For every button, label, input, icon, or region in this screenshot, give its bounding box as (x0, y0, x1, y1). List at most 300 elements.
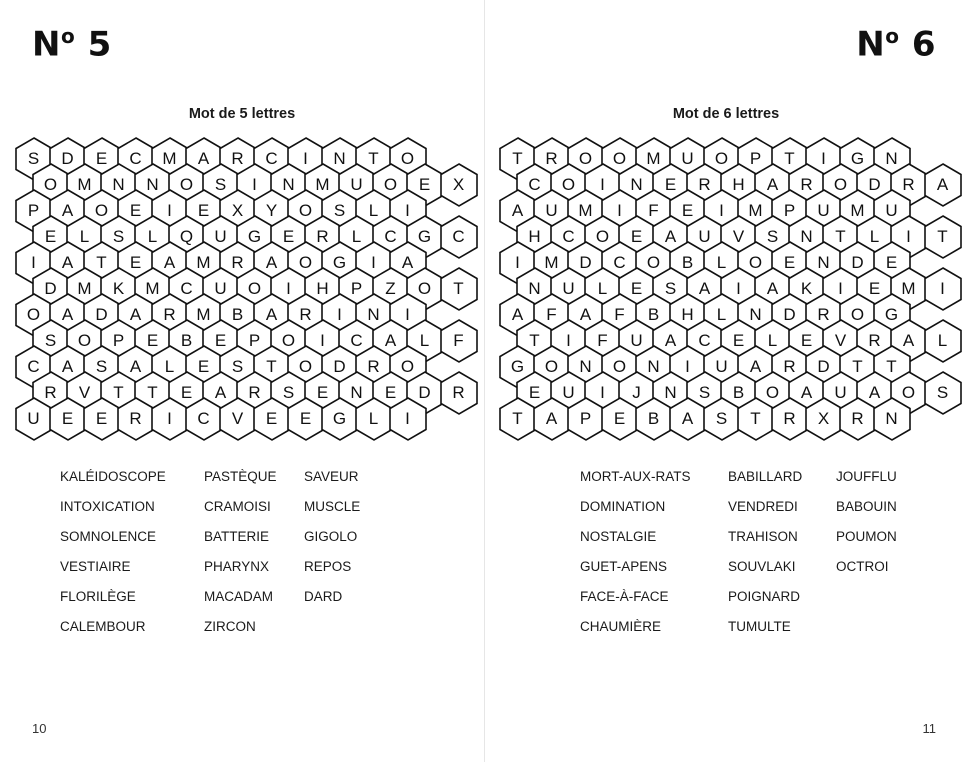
hex-cell-letter: B (231, 305, 244, 324)
hex-cell-letter: E (418, 175, 431, 194)
hex-cell-letter: I (167, 409, 172, 428)
word-list-item[interactable]: POUMON (836, 529, 897, 544)
hex-cell-letter: D (44, 279, 57, 298)
hex-cell[interactable] (601, 397, 639, 441)
hex-cell-letter: H (528, 227, 541, 246)
hex-cell-letter: I (252, 175, 257, 194)
hex-cell-letter: O (646, 253, 661, 272)
hex-cell-letter: I (600, 175, 605, 194)
hex-cell-letter: T (512, 149, 523, 168)
hex-cell-letter: Q (179, 227, 194, 246)
hex-cell-letter: A (800, 383, 813, 402)
hex-cell-letter: A (868, 383, 881, 402)
left-word-list (0, 462, 544, 642)
hex-cell-letter: A (61, 357, 74, 376)
hex-cell[interactable] (737, 397, 775, 441)
word-list-item[interactable]: MORT-AUX-RATS (580, 469, 691, 484)
hex-cell-letter: I (600, 383, 605, 402)
hex-cell-letter: O (714, 149, 729, 168)
hex-cell-letter: T (96, 253, 107, 272)
hex-cell-letter: T (512, 409, 523, 428)
hex-cell-letter: A (129, 357, 142, 376)
hex-cell-letter: T (266, 357, 277, 376)
hex-cell-letter: L (147, 227, 158, 246)
hex-cell-letter: A (265, 305, 278, 324)
hex-cell-letter: I (303, 149, 308, 168)
hex-cell-letter: E (44, 227, 57, 246)
right-word-column (580, 462, 728, 642)
hex-cell-letter: B (732, 383, 745, 402)
hex-cell-letter: C (129, 149, 142, 168)
hex-cell-letter: B (180, 331, 193, 350)
word-list-item[interactable]: SAVEUR (304, 469, 359, 484)
hex-cell-letter: A (61, 253, 74, 272)
hex-cell-letter: E (613, 409, 626, 428)
hex-cell-letter: M (145, 279, 160, 298)
hex-cell-letter: G (510, 357, 525, 376)
hex-cell-letter: I (940, 279, 945, 298)
word-list-item[interactable]: KALÉIDOSCOPE (60, 469, 166, 484)
left-word-column (304, 462, 404, 642)
hex-cell-letter: E (282, 227, 295, 246)
right-hex-row (484, 406, 968, 432)
hex-cell-letter: J (632, 383, 641, 402)
hex-cell-letter: I (719, 201, 724, 220)
hex-cell-letter: O (578, 149, 593, 168)
left-word-column (204, 462, 304, 642)
hex-cell-letter: O (595, 227, 610, 246)
word-list-item[interactable]: BABOUIN (836, 499, 897, 514)
hex-cell-letter: P (27, 201, 40, 220)
hex-cell-letter: K (112, 279, 125, 298)
hex-cell-letter: M (162, 149, 177, 168)
hex-cell-letter: S (282, 383, 295, 402)
hex-cell-letter: A (749, 357, 762, 376)
hex-cell-letter: R (868, 331, 881, 350)
hex-cell-letter: E (384, 383, 397, 402)
word-list-item[interactable]: CHAUMIÈRE (580, 619, 662, 634)
hex-cell-letter: R (248, 383, 261, 402)
hex-cell-letter: F (546, 305, 557, 324)
hex-cell-letter: N (647, 357, 660, 376)
hex-cell-letter: F (597, 331, 608, 350)
hex-cell-letter: A (163, 253, 176, 272)
hex-cell-letter: U (834, 383, 847, 402)
hex-cell-letter: L (597, 279, 608, 298)
hex-cell-letter: I (286, 279, 291, 298)
hex-cell-letter: N (800, 227, 813, 246)
hex-cell-letter: K (800, 279, 813, 298)
word-list-item[interactable]: PASTÈQUE (204, 469, 277, 484)
hex-cell-letter: E (630, 227, 643, 246)
hex-cell[interactable] (389, 397, 427, 441)
hex-cell-letter: G (332, 409, 347, 428)
hex-cell-letter: E (129, 201, 142, 220)
hex-cell-letter: O (850, 305, 865, 324)
hex-cell-letter: O (400, 149, 415, 168)
hex-cell-letter: S (214, 175, 227, 194)
hex-cell-letter: S (44, 331, 57, 350)
hex-cell[interactable] (499, 397, 537, 441)
hex-cell-letter: R (545, 149, 558, 168)
hex-cell-letter: U (817, 201, 830, 220)
hex-cell-letter: R (783, 409, 796, 428)
hex-cell-letter: L (368, 201, 379, 220)
hex-cell-letter: T (529, 331, 540, 350)
hex-cell-letter: O (26, 305, 41, 324)
hex-cell[interactable] (355, 397, 393, 441)
hex-cell[interactable] (771, 397, 809, 441)
hex-cell-letter: U (698, 227, 711, 246)
hex-cell[interactable] (185, 397, 223, 441)
hex-cell-letter: C (350, 331, 363, 350)
left-grid-caption: Mot de 5 lettres (188, 106, 296, 122)
hex-cell-letter: O (544, 357, 559, 376)
hex-cell-letter: I (371, 253, 376, 272)
hex-cell-letter: R (231, 253, 244, 272)
hex-cell-letter: R (129, 409, 142, 428)
hex-cell-letter: E (95, 409, 108, 428)
hex-cell-letter: A (936, 175, 949, 194)
right-grid-caption: Mot de 6 lettres (672, 106, 780, 122)
hex-cell-letter: M (901, 279, 916, 298)
hex-cell-letter: S (333, 201, 346, 220)
hex-cell-letter: L (716, 305, 727, 324)
hex-cell-letter: P (350, 279, 363, 298)
hex-cell[interactable] (219, 397, 257, 441)
right-puzzle-number-prefix: N (856, 24, 886, 65)
hex-cell-letter: L (368, 409, 379, 428)
hex-cell-letter: A (766, 279, 779, 298)
word-list-item[interactable]: OCTROI (836, 559, 889, 574)
right-word-column (728, 462, 836, 642)
hex-cell-letter: S (112, 227, 125, 246)
hex-cell-letter: C (562, 227, 575, 246)
hex-cell-letter: T (852, 357, 863, 376)
hex-cell-letter: I (736, 279, 741, 298)
hex-cell-letter: C (698, 331, 711, 350)
hex-cell-letter: A (214, 383, 227, 402)
hex-cell-letter: N (146, 175, 159, 194)
hex-cell-letter: U (214, 279, 227, 298)
hex-cell-letter: E (630, 279, 643, 298)
hex-cell[interactable] (253, 397, 291, 441)
hex-cell-letter: A (698, 279, 711, 298)
hex-cell-letter: E (800, 331, 813, 350)
word-list-item[interactable]: SOMNOLENCE (60, 529, 157, 544)
hex-cell-letter: I (337, 305, 342, 324)
word-list-item[interactable]: TRAHISON (728, 529, 798, 544)
hex-cell-letter: I (821, 149, 826, 168)
hex-cell[interactable] (83, 397, 121, 441)
hex-cell[interactable] (321, 397, 359, 441)
hex-cell-letter: O (417, 279, 432, 298)
hex-cell-letter: X (231, 201, 244, 220)
right-word-list (484, 462, 968, 642)
hex-cell-letter: P (749, 149, 762, 168)
hex-cell-letter: A (129, 305, 142, 324)
left-page-number: 10 (32, 721, 47, 736)
hex-cell-letter: R (163, 305, 176, 324)
hex-cell-letter: R (783, 357, 796, 376)
word-list-item[interactable]: VESTIAIRE (60, 559, 131, 574)
hex-cell-letter: E (197, 357, 210, 376)
hex-cell-letter: E (197, 201, 210, 220)
hex-cell-letter: A (766, 175, 779, 194)
word-list-item[interactable]: POIGNARD (728, 589, 801, 604)
hex-cell-letter: M (748, 201, 763, 220)
hex-cell-letter: O (765, 383, 780, 402)
hex-cell-letter: R (231, 149, 244, 168)
left-puzzle-number-value: 5 (87, 24, 112, 65)
hex-cell-letter: G (332, 253, 347, 272)
hex-cell-letter: G (417, 227, 432, 246)
hex-cell-letter: R (316, 227, 329, 246)
hex-cell-letter: E (299, 409, 312, 428)
right-page-number: 11 (922, 721, 936, 736)
hex-cell[interactable] (15, 397, 53, 441)
word-list-item[interactable]: TUMULTE (728, 619, 791, 634)
hex-cell[interactable] (703, 397, 741, 441)
word-list-item[interactable]: BATTERIE (204, 529, 270, 544)
hex-cell-letter: M (850, 201, 865, 220)
hex-cell[interactable] (117, 397, 155, 441)
hex-cell-letter: P (579, 409, 592, 428)
hex-cell-letter: A (902, 331, 915, 350)
hex-cell-letter: O (612, 357, 627, 376)
hex-cell-letter: A (61, 201, 74, 220)
right-page (484, 0, 968, 762)
hex-cell-letter: C (452, 227, 465, 246)
hex-cell-letter: I (685, 357, 690, 376)
hex-cell-letter: D (95, 305, 108, 324)
hex-cell-letter: R (817, 305, 830, 324)
hex-cell-letter: P (248, 331, 261, 350)
right-word-column (836, 462, 936, 642)
hex-cell-letter: S (664, 279, 677, 298)
word-list-item[interactable]: MUSCLE (304, 499, 361, 514)
hex-cell-letter: O (400, 357, 415, 376)
hex-cell-letter: N (112, 175, 125, 194)
hex-cell-letter: R (44, 383, 57, 402)
hex-cell[interactable] (839, 397, 877, 441)
hex-cell-letter: C (265, 149, 278, 168)
hex-cell-letter: T (886, 357, 897, 376)
hex-cell-letter: N (367, 305, 380, 324)
hex-cell-letter: E (95, 149, 108, 168)
hex-cell-letter: G (884, 305, 899, 324)
hex-cell-letter: O (281, 331, 296, 350)
hex-cell-letter: M (646, 149, 661, 168)
hex-cell-letter: T (368, 149, 379, 168)
left-puzzle-number (32, 24, 112, 64)
hex-cell-letter: A (664, 227, 677, 246)
hex-cell-letter: E (783, 253, 796, 272)
hex-cell-letter: A (511, 201, 524, 220)
hex-cell-letter: H (681, 305, 694, 324)
word-list-item[interactable]: GUET-APENS (580, 559, 668, 574)
word-list-item[interactable]: CRAMOISI (204, 499, 271, 514)
hex-cell-letter: L (419, 331, 430, 350)
word-list-item[interactable]: VENDREDI (728, 499, 798, 514)
hex-cell-letter: L (164, 357, 175, 376)
hex-cell-letter: I (31, 253, 36, 272)
word-list-item[interactable]: DARD (304, 589, 343, 604)
hex-cell-letter: V (732, 227, 745, 246)
hex-cell-letter: N (528, 279, 541, 298)
hex-cell-letter: U (350, 175, 363, 194)
hex-cell-letter: N (579, 357, 592, 376)
hex-cell[interactable] (669, 397, 707, 441)
word-list-item[interactable]: ZIRCON (204, 619, 256, 634)
hex-cell-letter: O (748, 253, 763, 272)
right-puzzle-number-value: 6 (911, 24, 936, 65)
left-hex-row (0, 406, 484, 432)
word-list-item[interactable]: PHARYNX (204, 559, 270, 574)
hex-cell-letter: U (545, 201, 558, 220)
hex-cell-letter: O (43, 175, 58, 194)
hex-cell-letter: F (648, 201, 659, 220)
word-list-item[interactable]: SOUVLAKI (728, 559, 796, 574)
hex-cell-letter: N (630, 175, 643, 194)
left-hex-grid[interactable] (0, 146, 484, 446)
hex-cell-letter: E (316, 383, 329, 402)
hex-cell-letter: T (784, 149, 795, 168)
hex-cell-letter: B (647, 409, 660, 428)
hex-cell-letter: O (298, 253, 313, 272)
hex-cell-letter: H (316, 279, 329, 298)
hex-cell-letter: R (452, 383, 465, 402)
hex-cell-letter: A (197, 149, 210, 168)
word-list-item[interactable]: MACADAM (204, 589, 274, 604)
hex-cell-letter: E (868, 279, 881, 298)
hex-cell[interactable] (805, 397, 843, 441)
hex-cell[interactable] (287, 397, 325, 441)
word-list-item[interactable]: INTOXICATION (60, 499, 155, 514)
hex-cell-letter: X (452, 175, 465, 194)
hex-cell-letter: I (617, 201, 622, 220)
hex-cell-letter: E (265, 409, 278, 428)
hex-cell-letter: X (817, 409, 830, 428)
hex-cell-letter: F (453, 331, 464, 350)
hex-cell-letter: U (681, 149, 694, 168)
hex-cell-letter: O (298, 357, 313, 376)
hex-cell-letter: M (544, 253, 559, 272)
hex-cell-letter: M (578, 201, 593, 220)
hex-cell-letter: Z (385, 279, 396, 298)
word-list-item[interactable]: FLORILÈGE (60, 589, 136, 604)
hex-cell-letter: U (715, 357, 728, 376)
hex-cell-letter: L (937, 331, 948, 350)
hex-cell-letter: Y (265, 201, 278, 220)
hex-cell-letter: B (681, 253, 694, 272)
hex-cell-letter: U (562, 383, 575, 402)
hex-cell-letter: D (783, 305, 796, 324)
word-list-item[interactable]: REPOS (304, 559, 352, 574)
hex-cell-letter: P (783, 201, 796, 220)
word-list-item[interactable]: NOSTALGIE (580, 529, 657, 544)
hex-cell-letter: A (511, 305, 524, 324)
hex-cell[interactable] (567, 397, 605, 441)
hex-cell[interactable] (151, 397, 189, 441)
hex-cell-letter: D (851, 253, 864, 272)
hex-cell-letter: E (528, 383, 541, 402)
hex-cell-letter: A (401, 253, 414, 272)
hex-cell-letter: M (196, 305, 211, 324)
hex-cell-letter: I (405, 201, 410, 220)
hex-cell-letter: M (77, 279, 92, 298)
hex-cell-letter: C (384, 227, 397, 246)
hex-cell[interactable] (49, 397, 87, 441)
word-list-item[interactable]: DOMINATION (580, 499, 666, 514)
hex-cell-letter: S (698, 383, 711, 402)
hex-cell-letter: N (749, 305, 762, 324)
hex-cell-letter: I (405, 409, 410, 428)
hex-cell-letter: L (716, 253, 727, 272)
hex-cell[interactable] (873, 397, 911, 441)
word-list-item[interactable]: FACE-À-FACE (580, 589, 669, 604)
word-list-item[interactable]: GIGOLO (304, 529, 358, 544)
hex-cell-letter: E (885, 253, 898, 272)
hex-cell-letter: T (750, 409, 761, 428)
hex-cell-letter: C (180, 279, 193, 298)
left-puzzle-number-sup: o (60, 24, 76, 48)
hex-cell-letter: E (180, 383, 193, 402)
word-list-item[interactable]: BABILLARD (728, 469, 803, 484)
hex-cell-letter: V (834, 331, 847, 350)
hex-cell-letter: D (868, 175, 881, 194)
hex-cell-letter: L (869, 227, 880, 246)
word-list-item[interactable]: CALEMBOUR (60, 619, 146, 634)
hex-cell-letter: M (196, 253, 211, 272)
hex-cell-letter: S (27, 149, 40, 168)
hex-cell-letter: R (367, 357, 380, 376)
hex-cell-letter: I (405, 305, 410, 324)
hex-cell-letter: O (77, 331, 92, 350)
hex-cell-letter: N (885, 149, 898, 168)
hex-cell-letter: A (681, 409, 694, 428)
hex-cell-letter: A (384, 331, 397, 350)
hex-cell[interactable] (635, 397, 673, 441)
hex-cell-letter: N (885, 409, 898, 428)
word-list-item[interactable]: JOUFFLU (836, 469, 897, 484)
hex-cell-letter: I (320, 331, 325, 350)
hex-cell-letter: T (453, 279, 464, 298)
hex-cell-letter: A (61, 305, 74, 324)
right-hex-grid[interactable] (484, 146, 968, 446)
hex-cell-letter: C (27, 357, 40, 376)
hex-cell-letter: D (817, 357, 830, 376)
hex-cell-letter: N (282, 175, 295, 194)
hex-cell-letter: I (838, 279, 843, 298)
hex-cell-letter: H (732, 175, 745, 194)
hex-cell-letter: V (78, 383, 91, 402)
hex-cell-letter: G (850, 149, 865, 168)
hex-cell-letter: U (27, 409, 40, 428)
hex-cell-letter: A (265, 253, 278, 272)
hex-cell-letter: G (247, 227, 262, 246)
hex-cell-letter: E (664, 175, 677, 194)
hex-cell-letter: R (698, 175, 711, 194)
hex-cell-letter: N (350, 383, 363, 402)
hex-cell[interactable] (533, 397, 571, 441)
hex-cell-letter: N (333, 149, 346, 168)
hex-cell-letter: N (664, 383, 677, 402)
hex-cell-letter: E (214, 331, 227, 350)
hex-cell-letter: V (231, 409, 244, 428)
hex-cell-letter: A (545, 409, 558, 428)
hex-cell-letter: T (147, 383, 158, 402)
